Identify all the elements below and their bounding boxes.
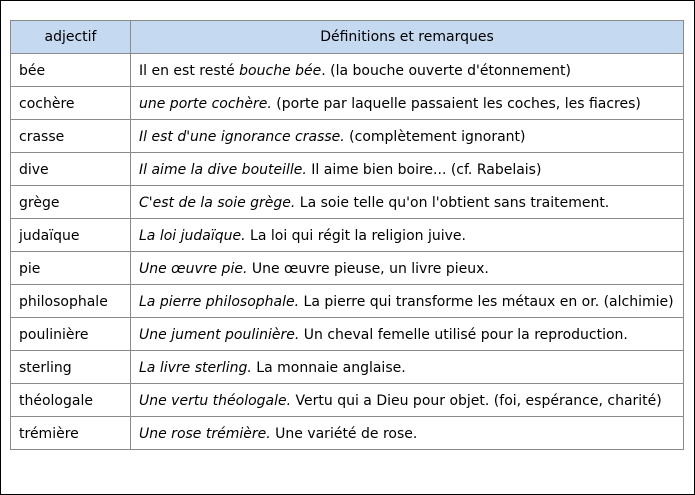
table-body	[11, 54, 684, 450]
example-phrase: La loi judaïque.	[139, 228, 246, 244]
definition-text: Une variété de rose.	[270, 426, 418, 442]
table-row	[11, 285, 684, 318]
header-row	[11, 21, 684, 54]
adjective-cell: théologale	[11, 384, 131, 417]
adjective-cell: cochère	[11, 87, 131, 120]
adjective-cell: dive	[11, 153, 131, 186]
definition-cell	[131, 120, 684, 153]
definition-text: (porte par laquelle passaient les coches, les fiacres)	[271, 96, 641, 112]
definition-text: La loi qui régit la religion juive.	[245, 228, 466, 244]
adjective-cell: sterling	[11, 351, 131, 384]
definition-cell	[131, 186, 684, 219]
definition-text: Une œuvre pieuse, un livre pieux.	[247, 261, 489, 277]
header-adjectif: adjectif	[11, 21, 131, 54]
adjective-cell: philosophale	[11, 285, 131, 318]
adjective-cell: judaïque	[11, 219, 131, 252]
table-row	[11, 54, 684, 87]
definition-text: Un cheval femelle utilisé pour la reproduction.	[299, 327, 628, 343]
definition-text: La monnaie anglaise.	[251, 360, 406, 376]
table-row	[11, 252, 684, 285]
definition-text: . (la bouche ouverte d'étonnement)	[321, 63, 571, 79]
table-row	[11, 318, 684, 351]
definition-text: La pierre qui transforme les métaux en or. (alchimie)	[299, 294, 674, 310]
example-phrase: Une œuvre pie.	[139, 261, 248, 277]
adjective-cell: poulinière	[11, 318, 131, 351]
definition-cell	[131, 384, 684, 417]
definition-cell	[131, 318, 684, 351]
example-phrase: Une vertu théologale.	[139, 393, 292, 409]
example-phrase: une porte cochère.	[139, 96, 272, 112]
adjective-cell: grège	[11, 186, 131, 219]
definition-cell	[131, 417, 684, 450]
adjectives-table	[10, 20, 684, 450]
example-phrase: La livre sterling.	[139, 360, 252, 376]
definition-text: Il en est resté	[139, 63, 240, 79]
definition-text: La soie telle qu'on l'obtient sans traitement.	[295, 195, 610, 211]
definition-text: Il aime bien boire... (cf. Rabelais)	[306, 162, 542, 178]
definition-cell	[131, 285, 684, 318]
table-row	[11, 219, 684, 252]
definition-text: (complètement ignorant)	[344, 129, 526, 145]
adjective-cell: trémière	[11, 417, 131, 450]
definition-cell	[131, 252, 684, 285]
definition-cell	[131, 153, 684, 186]
example-phrase: Une jument poulinière.	[139, 327, 300, 343]
definition-cell	[131, 87, 684, 120]
table-row	[11, 153, 684, 186]
definition-cell	[131, 54, 684, 87]
definition-text: Vertu qui a Dieu pour objet. (foi, espérance, charité)	[291, 393, 662, 409]
example-phrase: C'est de la soie grège.	[139, 195, 296, 211]
example-phrase: bouche bée	[239, 63, 322, 79]
header-definitions: Définitions et remarques	[131, 21, 684, 54]
example-phrase: La pierre philosophale.	[139, 294, 300, 310]
adjective-cell: pie	[11, 252, 131, 285]
table-row	[11, 186, 684, 219]
table-row	[11, 417, 684, 450]
adjective-cell: bée	[11, 54, 131, 87]
definition-cell	[131, 219, 684, 252]
adjective-cell: crasse	[11, 120, 131, 153]
example-phrase: Il aime la dive bouteille.	[139, 162, 307, 178]
table-row	[11, 120, 684, 153]
example-phrase: Il est d'une ignorance crasse.	[139, 129, 345, 145]
example-phrase: Une rose trémière.	[139, 426, 271, 442]
table-row	[11, 351, 684, 384]
table-row	[11, 384, 684, 417]
table-row	[11, 87, 684, 120]
definition-cell	[131, 351, 684, 384]
